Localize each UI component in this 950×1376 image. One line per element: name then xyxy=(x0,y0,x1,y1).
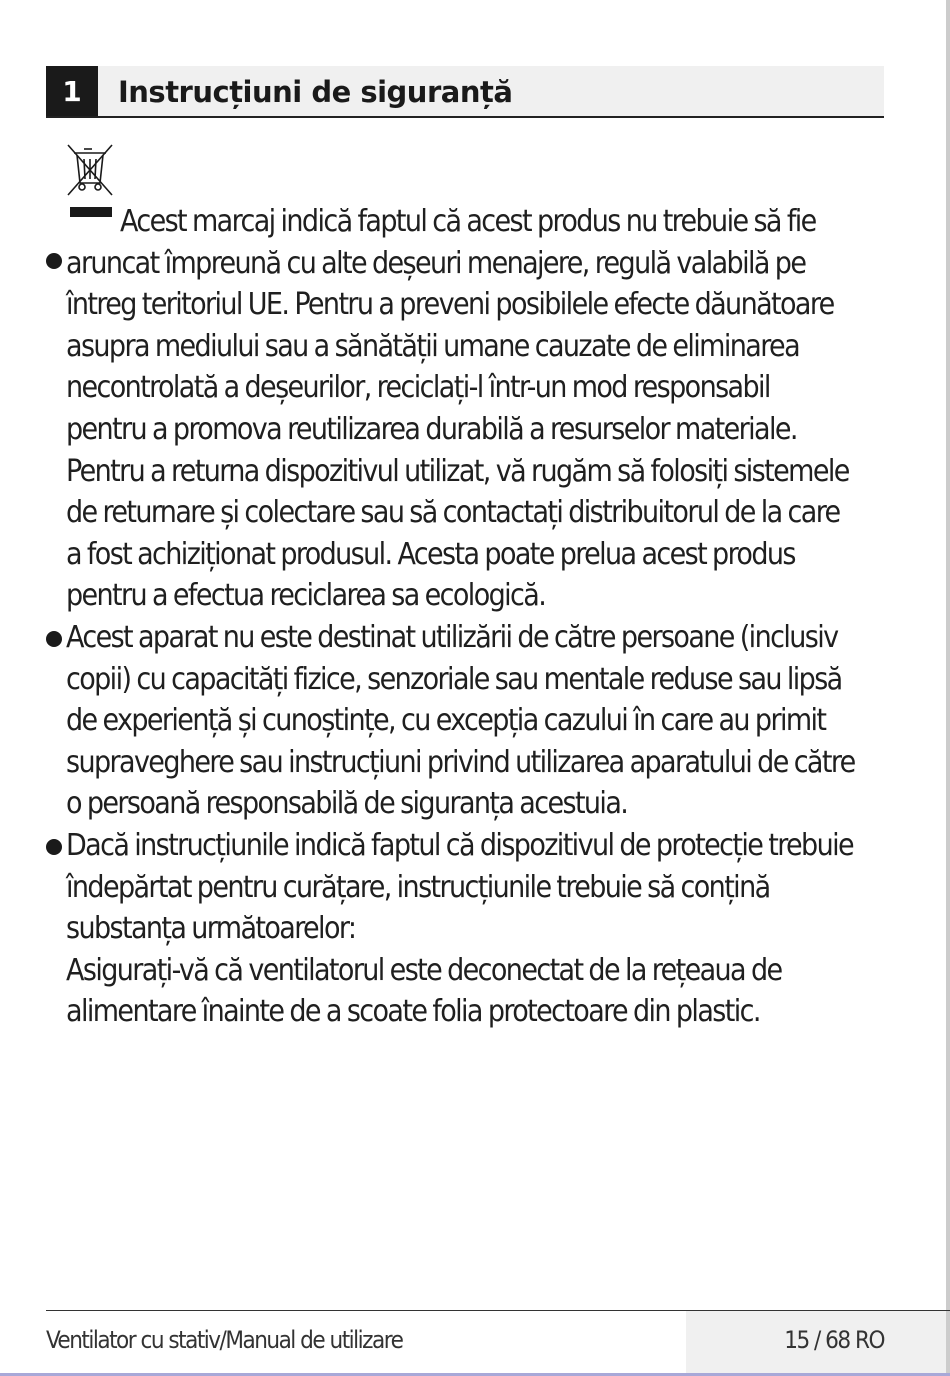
item-line: alimentare înainte de a scoate folia protectoare din plastic. xyxy=(66,994,760,1030)
item-line: Asigurați-vă că ventilatorul este deconectat de la rețeaua de xyxy=(66,952,782,988)
item-line: întreg teritoriul UE. Pentru a preveni posibilele efecte dăunătoare xyxy=(66,287,834,323)
item-line: Pentru a returna dispozitivul utilizat, vă rugăm să folosiți sistemele xyxy=(66,453,849,489)
footer-document-title: Ventilator cu stativ/Manual de utilizare xyxy=(46,1326,403,1354)
item-line: îndepărtat pentru curățare, instrucțiunile trebuie să conțină xyxy=(66,869,770,905)
item-line: copii) cu capacități fizice, senzoriale sau mentale reduse sau lipsă xyxy=(66,661,842,697)
item-line: pentru a efectua reciclarea sa ecologică. xyxy=(66,578,546,614)
list-item xyxy=(46,825,888,1033)
list-item xyxy=(46,617,888,825)
item-line: necontrolată a deșeurilor, reciclați-l într-un mod responsabil xyxy=(66,370,770,406)
item-line: Dacă instrucțiunile indică faptul că dispozitivul de protecție trebuie xyxy=(66,827,853,863)
item-line: de experiență și cunoștințe, cu excepția cazului în care au primit xyxy=(66,703,826,739)
section-header xyxy=(46,66,884,118)
item-line: asupra mediului sau a sănătății umane cauzate de eliminarea xyxy=(66,328,800,364)
section-title: Instrucțiuni de siguranță xyxy=(118,75,513,109)
section-number: 1 xyxy=(46,66,98,116)
bullet-icon xyxy=(46,839,62,855)
item-line: a fost achiziționat produsul. Acesta poate prelua acest produs xyxy=(66,536,795,572)
item-line: de returnare și colectare sau să contactați distribuitorul de la care xyxy=(66,495,840,531)
bullet-icon xyxy=(46,253,62,269)
crossed-out-wheelie-bin-icon xyxy=(66,143,116,229)
item-line: o persoană responsabilă de siguranța acestuia. xyxy=(66,786,628,822)
bullet-icon xyxy=(46,631,62,647)
item-line: Acest aparat nu este destinat utilizării de către persoane (inclusiv xyxy=(66,619,838,655)
item-line: Acest marcaj indică faptul că acest produs nu trebuie să fie xyxy=(66,201,888,243)
item-line: pentru a promova reutilizarea durabilă a resurselor materiale. xyxy=(66,411,797,447)
item-line: supraveghere sau instrucțiuni privind utilizarea aparatului de către xyxy=(66,744,855,780)
safety-instructions-list xyxy=(46,156,888,1033)
footer-page-number: 15 / 68 RO xyxy=(784,1326,884,1354)
page-right-edge xyxy=(946,0,950,1376)
item-line: aruncat împreună cu alte deșeuri menajere, regulă valabilă pe xyxy=(66,245,806,281)
item-line: substanța următoarelor: xyxy=(66,911,356,947)
list-item xyxy=(46,201,888,617)
weee-icon-wrapper xyxy=(66,201,116,231)
